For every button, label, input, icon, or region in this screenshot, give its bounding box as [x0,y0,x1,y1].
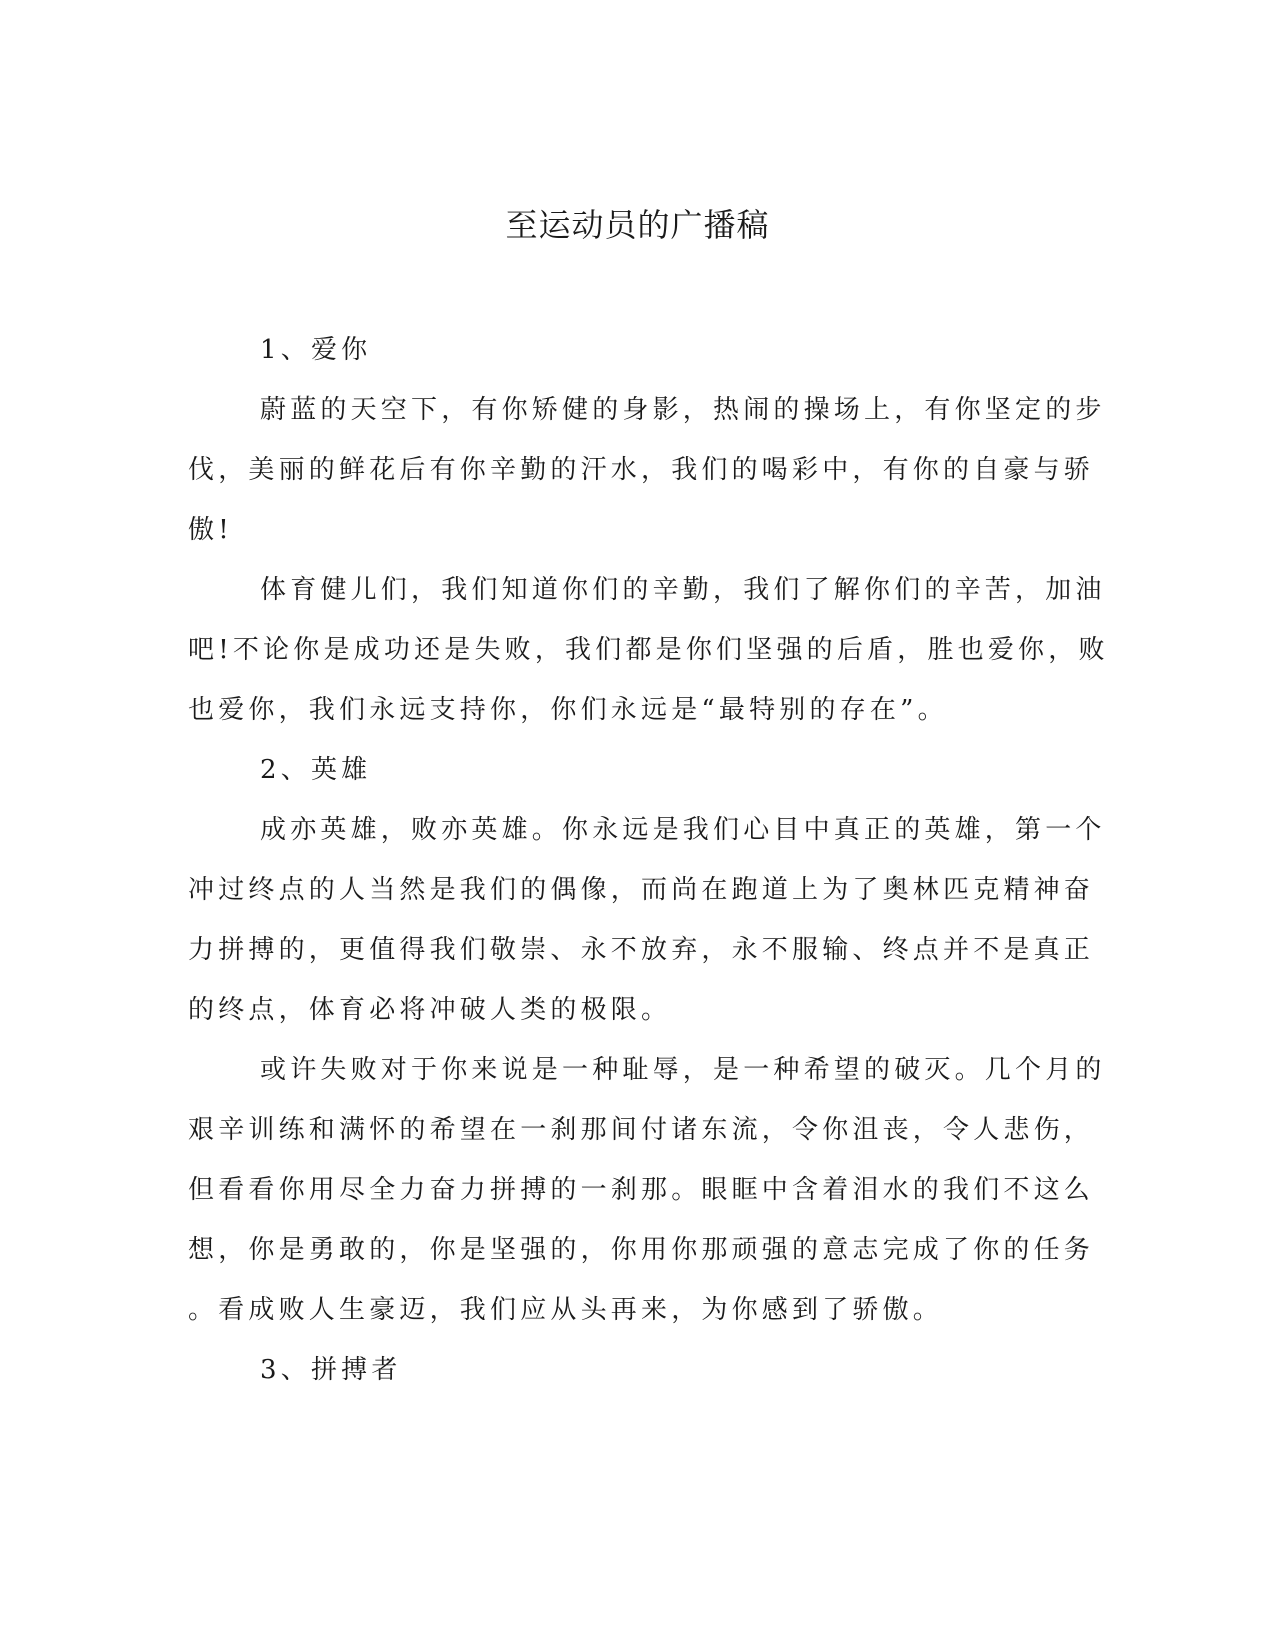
text-line: 的终点，体育必将冲破人类的极限。 [188,995,672,1025]
text-line: 蔚蓝的天空下，有你矫健的身影，热闹的操场上，有你坚定的步 [260,395,1106,425]
section-3 [188,1340,1068,1400]
section-heading: 3、拼搏者 [260,1355,402,1385]
text-line: 伐，美丽的鲜花后有你辛勤的汗水，我们的喝彩中，有你的自豪与骄 [188,455,1095,485]
paragraph [188,800,1106,1040]
text-line: 但看看你用尽全力奋力拼搏的一刹那。眼眶中含着泪水的我们不这么 [188,1175,1095,1205]
text-line: 想，你是勇敢的，你是坚强的，你用你那顽强的意志完成了你的任务 [188,1235,1095,1265]
text-line: 成亦英雄，败亦英雄。你永远是我们心目中真正的英雄，第一个 [260,815,1106,845]
paragraph [188,560,1109,740]
text-line: 或许失败对于你来说是一种耻辱，是一种希望的破灭。几个月的 [260,1055,1106,1085]
section-2 [188,740,1106,1340]
document-title: 至运动员的广播稿 [505,206,770,244]
text-line: 艰辛训练和满怀的希望在一刹那间付诸东流，令你沮丧，令人悲伤， [188,1115,1095,1145]
text-line: 吧!不论你是成功还是失败，我们都是你们坚强的后盾，胜也爱你，败 [188,635,1109,665]
text-line: 体育健儿们，我们知道你们的辛勤，我们了解你们的辛苦，加油 [260,575,1106,605]
text-line: 傲! [188,515,233,545]
document-body [188,320,1109,1400]
paragraph [188,380,1106,560]
text-line: 。看成败人生豪迈，我们应从头再来，为你感到了骄傲。 [188,1295,944,1325]
text-line: 冲过终点的人当然是我们的偶像，而尚在跑道上为了奥林匹克精神奋 [188,875,1095,905]
section-heading: 1、爱你 [260,335,372,365]
paragraph [188,1040,1106,1340]
section-heading: 2、英雄 [260,755,372,785]
text-line: 力拼搏的，更值得我们敬崇、永不放弃，永不服输、终点并不是真正 [188,935,1095,965]
section-1 [188,320,1109,740]
text-line: 也爱你，我们永远支持你，你们永远是“最特别的存在”。 [188,695,948,725]
